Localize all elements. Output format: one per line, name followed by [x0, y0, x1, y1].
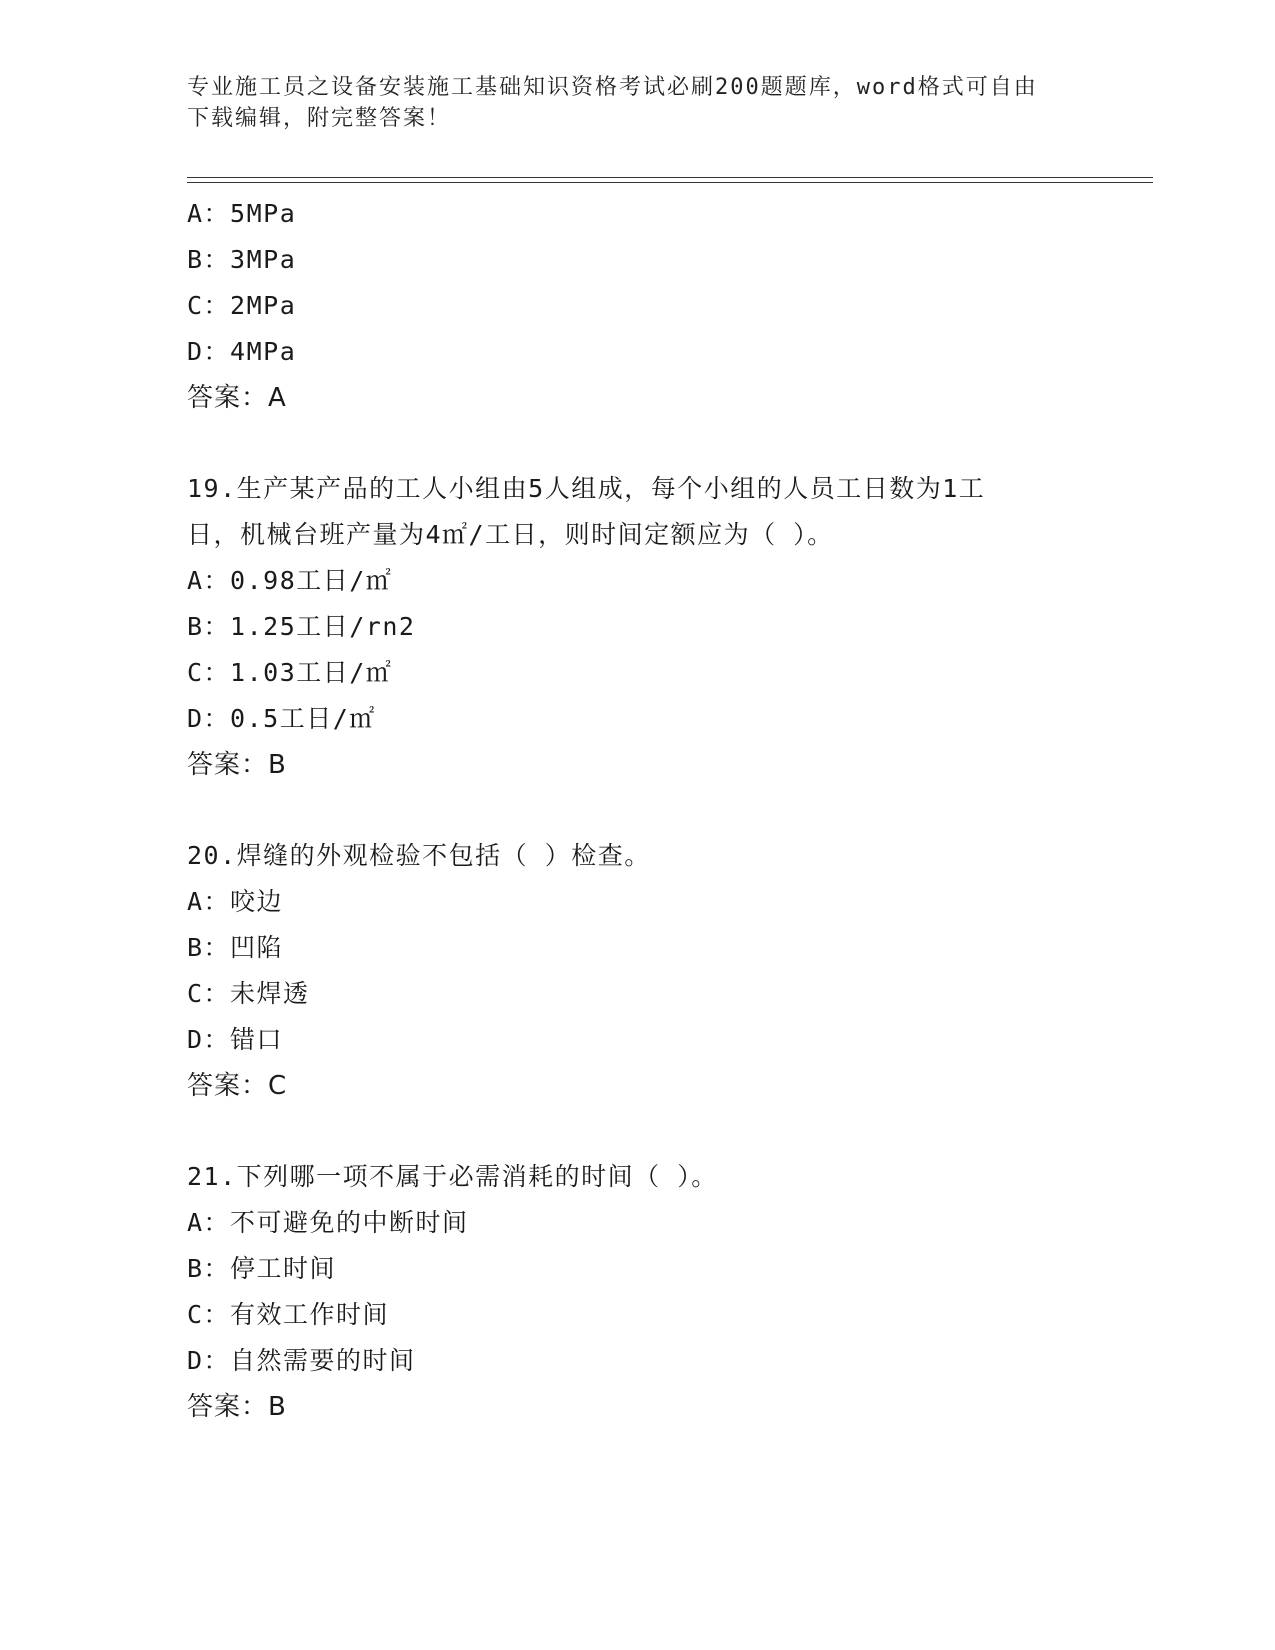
question-19: [187, 466, 1087, 788]
question-text: 20.焊缝的外观检验不包括（ ）检查。: [187, 841, 651, 870]
option-d: D：0.5工日/㎡: [187, 704, 376, 733]
option-c: C：有效工作时间: [187, 1300, 390, 1329]
answer: 答案：C: [187, 1071, 288, 1101]
option-b: B：3MPa: [187, 245, 297, 274]
option-b: B：凹陷: [187, 933, 284, 962]
option-a: A：5MPa: [187, 199, 297, 228]
question-21: [187, 1154, 1087, 1430]
question-text-line-2: 日，机械台班产量为4㎡/工日，则时间定额应为（ ）。: [187, 520, 834, 549]
option-a: A：咬边: [187, 887, 284, 916]
question-text: 21.下列哪一项不属于必需消耗的时间（ ）。: [187, 1162, 718, 1191]
option-d: D：错口: [187, 1025, 284, 1054]
option-a: A：不可避免的中断时间: [187, 1208, 469, 1237]
header-line-1: 专业施工员之设备安装施工基础知识资格考试必刷200题题库，word格式可自由: [187, 75, 1038, 100]
question-18: [187, 191, 1087, 421]
option-c: C：2MPa: [187, 291, 297, 320]
document-header: [187, 72, 1077, 134]
question-20: [187, 833, 1087, 1109]
spacer: [187, 1109, 1087, 1154]
option-c: C：1.03工日/㎡: [187, 658, 393, 687]
answer: 答案：A: [187, 383, 287, 413]
question-text-line-1: 19.生产某产品的工人小组由5人组成，每个小组的人员工日数为1工: [187, 474, 986, 503]
answer: 答案：B: [187, 1392, 287, 1422]
question-list: [187, 191, 1087, 1430]
answer: 答案：B: [187, 750, 287, 780]
spacer: [187, 421, 1087, 466]
header-rule-top: [187, 177, 1153, 178]
option-a: A：0.98工日/㎡: [187, 566, 393, 595]
option-d: D：4MPa: [187, 337, 297, 366]
header-rule-bottom: [187, 182, 1153, 183]
option-c: C：未焊透: [187, 979, 310, 1008]
option-b: B：1.25工日/rn2: [187, 612, 416, 641]
option-d: D：自然需要的时间: [187, 1346, 416, 1375]
spacer: [187, 788, 1087, 833]
option-b: B：停工时间: [187, 1254, 337, 1283]
header-line-2: 下载编辑，附完整答案！: [187, 106, 452, 131]
